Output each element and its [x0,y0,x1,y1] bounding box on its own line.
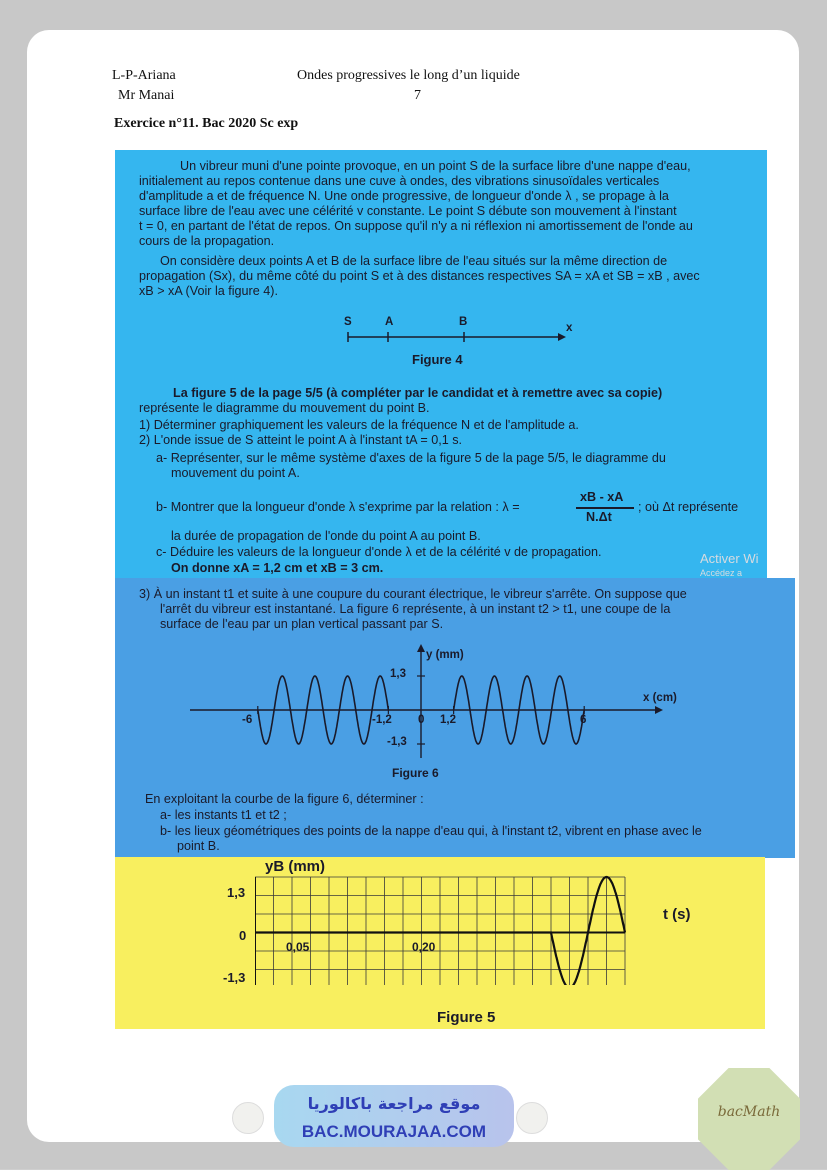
chapter-title: Ondes progressives le long d’un liquide [297,68,520,83]
activation-watermark: Activer Wi [700,551,759,566]
teacher-name: Mr Manai [118,88,175,103]
fraction-bar [576,507,634,509]
figure6-xtick: 6 [580,714,587,726]
formula-denominator: N.Δt [586,510,612,524]
question-3-intro: En exploitant la courbe de la figure 6, déterminer : [145,792,424,806]
figure5-xlabel: t (s) [663,906,691,923]
figure4-label-s: S [344,316,352,328]
figure6-xlabel: x (cm) [643,692,677,704]
statement-line: cours de la propagation. [139,234,275,248]
figure6-y-arrow [417,644,425,652]
statement-line: On considère deux points A et B de la surface libre de l'eau situés sur la même direction de [160,254,668,268]
question-2a: mouvement du point A. [171,466,300,480]
site-logo-icon [232,1102,264,1134]
figure6-xtick: -6 [242,714,253,726]
question-3: 3) À un instant t1 et suite à une coupure du courant électrique, le vibreur s'arrête. On suppose que [139,587,687,601]
figure6-x-arrow [655,706,663,714]
figure5-ytick: 1,3 [227,885,246,900]
statement-line: t = 0, en partant de l'état de repos. On suppose qu'il n'y a ni réflexion ni amortissement de l'onde au [139,219,693,233]
figure5-ytick: -1,3 [223,970,246,985]
formula-numerator: xB - xA [580,490,624,504]
question-2a: a- Représenter, sur le même système d'axes de la figure 5 de la page 5/5, le diagramme du [156,451,666,465]
statement-line: surface libre de l'eau avec une célérité v constante. Le point S débute son mouvement à l'instant [139,204,677,218]
question-2b: ; où Δt représente [638,500,739,514]
question-2b: la durée de propagation de l'onde du point A au point B. [171,529,481,543]
statement-line: initialement au repos contenue dans une cuve à ondes, des vibrations sinusoïdales verticales [139,174,660,188]
question-2: 2) L'onde issue de S atteint le point A à l'instant tA = 0,1 s. [139,433,463,447]
figure5-xtick: 0,05 [286,940,310,954]
question-3: l'arrêt du vibreur est instantané. La figure 6 représente, à un instant t2 > t1, une coupe de la [160,602,671,616]
figure5-caption: Figure 5 [437,1009,496,1026]
figure6-ytick: 1,3 [390,668,406,680]
intro-line: La figure 5 de la page 5/5 (à compléter par le candidat et à remettre avec sa copie) [173,386,663,400]
statement-line: d'amplitude a et de fréquence N. Une onde progressive, de longueur d'onde λ , se propage à la [139,189,669,203]
question-3b: point B. [177,839,220,853]
figure6-caption: Figure 6 [392,766,439,780]
activation-watermark: Accédez a [700,568,743,578]
figure4-caption: Figure 4 [412,352,463,367]
figure4-label-x: x [566,322,573,334]
figure5-ytick: 0 [239,928,247,943]
statement-line: propagation (Sx), du même côté du point S et à des distances respectives SA = xA et SB = xB , avec [139,269,700,283]
site-arabic-name: موقع مراجعة باكالوريا [307,1094,481,1113]
question-2c-data: On donne xA = 1,2 cm et xB = 3 cm. [171,561,384,575]
figure6-ylabel: y (mm) [426,649,464,661]
figure5-xtick: 0,20 [412,940,436,954]
figure4-label-b: B [459,316,468,328]
question-3b: b- les lieux géométriques des points de la nappe d'eau qui, à l'instant t2, vibrent en phase avec le [160,824,702,838]
figure5-plot [255,875,655,985]
bacmath-logo-text: bacMath [717,1104,781,1120]
figure5-ylabel: yB (mm) [265,858,326,875]
site-logo-icon [516,1102,548,1134]
figure6-ytick: -1,3 [387,736,407,748]
question-3: surface de l'eau par un plan vertical passant par S. [160,617,444,631]
question-1: 1) Déterminer graphiquement les valeurs de la fréquence N et de l'amplitude a. [139,418,579,432]
page-number: 7 [414,88,421,103]
question-2b: b- Montrer que la longueur d'onde λ s'exprime par la relation : λ = [156,500,520,514]
question-3a: a- les instants t1 et t2 ; [160,808,287,822]
site-url[interactable]: BAC.MOURAJAA.COM [301,1122,487,1141]
figure6-xtick: -1,2 [372,714,392,726]
statement-line: Un vibreur muni d'une pointe provoque, en un point S de la surface libre d'une nappe d'eau, [180,159,691,173]
figure6-xtick: 0 [418,714,425,726]
statement-line: xB > xA (Voir la figure 4). [139,284,278,298]
figure6-xtick: 1,2 [440,714,456,726]
question-2c: c- Déduire les valeurs de la longueur d'onde λ et de la célérité v de propagation. [156,545,602,559]
intro-line: représente le diagramme du mouvement du point B. [139,401,430,415]
figure4-label-a: A [385,316,394,328]
school-name: L-P-Ariana [112,68,176,83]
exercise-title: Exercice n°11. Bac 2020 Sc exp [114,116,299,131]
